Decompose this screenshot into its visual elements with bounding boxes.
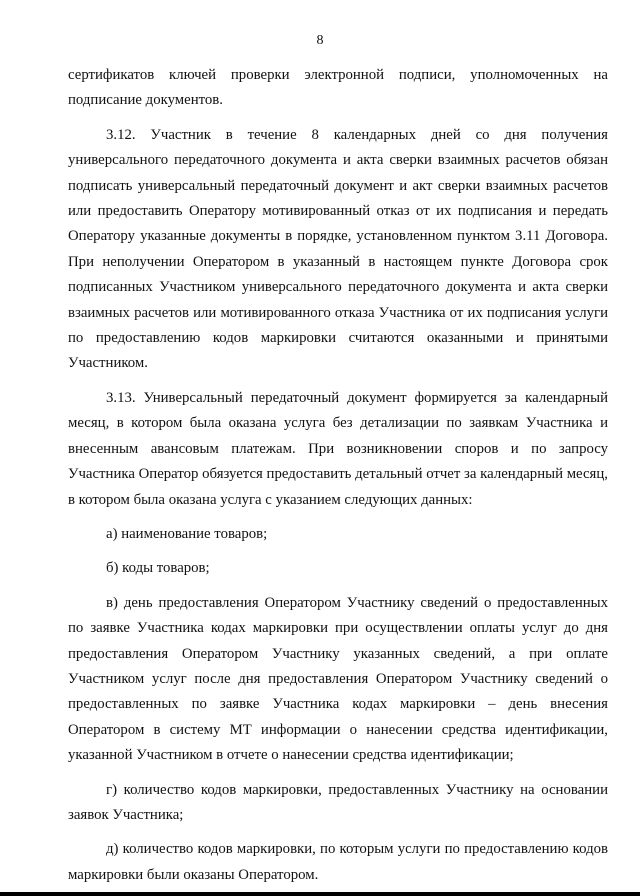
paragraph-continuation: сертификатов ключей проверки электронной подписи, уполномоченных на подписание документов. bbox=[68, 67, 608, 109]
list-item-b: б) коды товаров; bbox=[106, 560, 210, 577]
list-item-g: г) количество кодов маркировки, предоставленных Участнику на основании заявок Участника; bbox=[68, 781, 608, 823]
document-body bbox=[68, 63, 608, 888]
page-number: 8 bbox=[316, 33, 324, 48]
list-item-a: а) наименование товаров; bbox=[106, 525, 268, 542]
list-item-d: д) количество кодов маркировки, по которым услуги по предоставлению кодов маркировки были оказаны Оператором. bbox=[68, 841, 608, 883]
paragraph-3-12: 3.12. Участник в течение 8 календарных дней со дня получения универсального передаточного документа и акта сверки взаимных расчетов обязан подписать универсальный передаточный документ и акт сверки взаимных расчетов или предоставить Оператору мотивированный отказ от их подписания и передать Оператору указанные документы в порядке, установленном пунктом 3.11 Договора. При неполучении Оператором в указанный в настоящем пункте Договора срок подписанных Участником универсального передаточного документа и акта сверки взаимных расчетов или мотивированного отказа Участника от их подписания услуги по предоставлению кодов маркировки считаются оказанными и принятыми Участником. bbox=[68, 126, 608, 372]
list-item-v: в) день предоставления Оператором Участнику сведений о предоставленных по заявке Участника кодах маркировки при осуществлении оплаты услуг до дня предоставления Оператором Участнику указанных сведений, а при оплате Участником услуг после дня предоставления Оператором Участнику сведений о предоставленных по заявке Участника кодах маркировки – день внесения Оператором в систему МТ информации о нанесении средства идентификации, указанной Участником в отчете о нанесении средства идентификации; bbox=[68, 594, 608, 764]
scan-border bbox=[0, 892, 640, 896]
paragraph-3-13: 3.13. Универсальный передаточный документ формируется за календарный месяц, в котором была оказана услуга без детализации по заявкам Участника и внесенным авансовым платежам. При возникновении споров и по запросу Участника Оператор обязуется предоставить детальный отчет за календарный месяц, в котором была оказана услуга с указанием следующих данных: bbox=[68, 389, 608, 508]
